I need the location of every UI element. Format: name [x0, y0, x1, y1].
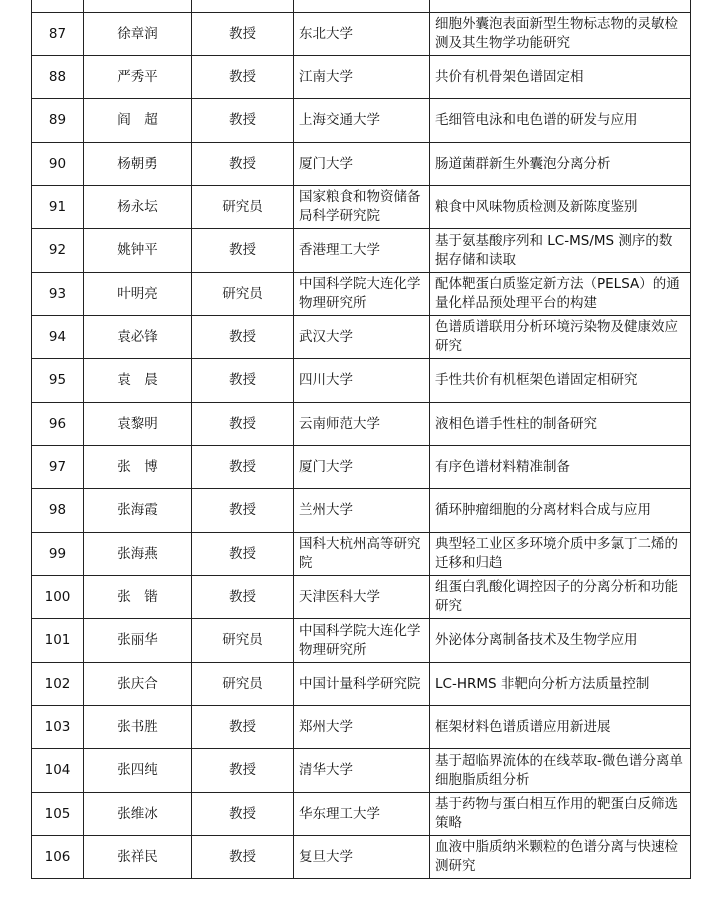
cell-name: 姚钟平	[84, 229, 192, 273]
cell-no: 100	[32, 576, 84, 619]
cell-name: 杨永坛	[84, 186, 192, 229]
cell-no: 101	[32, 619, 84, 663]
cell-title: 教授	[192, 446, 294, 489]
cell-name: 阎 超	[84, 99, 192, 143]
cell-institution: 云南师范大学	[294, 403, 430, 446]
cell-no: 96	[32, 403, 84, 446]
cell-name: 叶明亮	[84, 273, 192, 316]
cell-name: 张庆合	[84, 663, 192, 706]
table-row-partial	[32, 0, 691, 13]
cell-no: 87	[32, 13, 84, 56]
cell-title: 教授	[192, 836, 294, 879]
cell-topic: 细胞外囊泡表面新型生物标志物的灵敏检测及其生物学功能研究	[430, 13, 691, 56]
cell-name: 严秀平	[84, 56, 192, 99]
expert-table	[31, 0, 691, 879]
table-row	[32, 706, 691, 749]
cell-no: 95	[32, 359, 84, 403]
cell-no: 88	[32, 56, 84, 99]
cell-title: 教授	[192, 489, 294, 533]
cell-name: 张海霞	[84, 489, 192, 533]
cell-title: 教授	[192, 403, 294, 446]
cell-institution: 复旦大学	[294, 836, 430, 879]
cell-topic: 框架材料色谱质谱应用新进展	[430, 706, 691, 749]
cell-no: 99	[32, 533, 84, 576]
table-row	[32, 273, 691, 316]
cell-institution: 中国计量科学研究院	[294, 663, 430, 706]
cell-institution: 国科大杭州高等研究院	[294, 533, 430, 576]
cell-name: 张海燕	[84, 533, 192, 576]
cell-topic: 液相色谱手性柱的制备研究	[430, 403, 691, 446]
cell-institution: 华东理工大学	[294, 793, 430, 836]
table-row	[32, 99, 691, 143]
cell-topic: 粮食中风味物质检测及新陈度鉴别	[430, 186, 691, 229]
table-row	[32, 143, 691, 186]
cell-title: 研究员	[192, 273, 294, 316]
cell-topic: 循环肿瘤细胞的分离材料合成与应用	[430, 489, 691, 533]
cell-name: 袁 晨	[84, 359, 192, 403]
cell-no: 103	[32, 706, 84, 749]
cell-no: 93	[32, 273, 84, 316]
cell-institution: 天津医科大学	[294, 576, 430, 619]
expert-table-body	[32, 0, 691, 879]
table-row	[32, 619, 691, 663]
cell-title: 教授	[192, 706, 294, 749]
cell-name: 张维冰	[84, 793, 192, 836]
cell-institution: 中国科学院大连化学物理研究所	[294, 619, 430, 663]
table-row	[32, 663, 691, 706]
cell-no: 91	[32, 186, 84, 229]
table-row	[32, 749, 691, 793]
cell-title: 研究员	[192, 663, 294, 706]
table-row	[32, 446, 691, 489]
cell-title: 教授	[192, 229, 294, 273]
cell-no: 105	[32, 793, 84, 836]
cell-institution: 厦门大学	[294, 143, 430, 186]
cell-title: 教授	[192, 533, 294, 576]
cell-name: 张丽华	[84, 619, 192, 663]
cell-topic: LC-HRMS 非靶向分析方法质量控制	[430, 663, 691, 706]
cell-institution: 清华大学	[294, 749, 430, 793]
cell-no: 102	[32, 663, 84, 706]
cell-topic: 配体靶蛋白质鉴定新方法（PELSA）的通量化样品预处理平台的构建	[430, 273, 691, 316]
cell-institution: 国家粮食和物资储备局科学研究院	[294, 186, 430, 229]
cell-no: 89	[32, 99, 84, 143]
cell-topic: 基于氨基酸序列和 LC-MS/MS 测序的数据存储和读取	[430, 229, 691, 273]
table-row	[32, 576, 691, 619]
cell-topic: 基于超临界流体的在线萃取-微色谱分离单细胞脂质组分析	[430, 749, 691, 793]
cell-name: 张 锴	[84, 576, 192, 619]
cell-institution: 郑州大学	[294, 706, 430, 749]
table-row	[32, 836, 691, 879]
table-row	[32, 489, 691, 533]
cell-name: 袁必锋	[84, 316, 192, 359]
cell-no: 94	[32, 316, 84, 359]
cell-institution: 厦门大学	[294, 446, 430, 489]
cell-title: 教授	[192, 749, 294, 793]
cell-institution: 江南大学	[294, 56, 430, 99]
cell-title: 教授	[192, 56, 294, 99]
cell-name: 张四纯	[84, 749, 192, 793]
cell-institution: 上海交通大学	[294, 99, 430, 143]
cell-topic: 肠道菌群新生外囊泡分离分析	[430, 143, 691, 186]
cell-topic: 毛细管电泳和电色谱的研发与应用	[430, 99, 691, 143]
cell-title: 教授	[192, 99, 294, 143]
cell-no: 104	[32, 749, 84, 793]
cell-name: 杨朝勇	[84, 143, 192, 186]
table-row	[32, 403, 691, 446]
cell-title: 研究员	[192, 186, 294, 229]
cell-title: 教授	[192, 143, 294, 186]
cell-title: 教授	[192, 13, 294, 56]
cell-institution: 武汉大学	[294, 316, 430, 359]
cell-title: 教授	[192, 576, 294, 619]
cell-no: 106	[32, 836, 84, 879]
cell-name: 张书胜	[84, 706, 192, 749]
cell-topic: 外泌体分离制备技术及生物学应用	[430, 619, 691, 663]
cell-no: 92	[32, 229, 84, 273]
cell-title: 研究员	[192, 619, 294, 663]
cell-no: 97	[32, 446, 84, 489]
table-row	[32, 316, 691, 359]
table-row	[32, 56, 691, 99]
cell-institution: 四川大学	[294, 359, 430, 403]
cell-title: 教授	[192, 316, 294, 359]
cell-topic: 基于药物与蛋白相互作用的靶蛋白反筛选策略	[430, 793, 691, 836]
cell-name: 张祥民	[84, 836, 192, 879]
cell-name: 徐章润	[84, 13, 192, 56]
cell-no: 98	[32, 489, 84, 533]
cell-topic: 组蛋白乳酸化调控因子的分离分析和功能研究	[430, 576, 691, 619]
table-row	[32, 793, 691, 836]
cell-institution: 东北大学	[294, 13, 430, 56]
cell-institution: 中国科学院大连化学物理研究所	[294, 273, 430, 316]
cell-topic: 典型轻工业区多环境介质中多氯丁二烯的迁移和归趋	[430, 533, 691, 576]
cell-topic: 共价有机骨架色谱固定相	[430, 56, 691, 99]
table-row	[32, 359, 691, 403]
cell-topic: 色谱质谱联用分析环境污染物及健康效应研究	[430, 316, 691, 359]
cell-name: 袁黎明	[84, 403, 192, 446]
table-row	[32, 533, 691, 576]
cell-no: 90	[32, 143, 84, 186]
cell-topic: 血液中脂质纳米颗粒的色谱分离与快速检测研究	[430, 836, 691, 879]
cell-topic: 有序色谱材料精准制备	[430, 446, 691, 489]
table-row	[32, 229, 691, 273]
cell-name: 张 博	[84, 446, 192, 489]
table-row	[32, 13, 691, 56]
cell-institution: 香港理工大学	[294, 229, 430, 273]
cell-institution: 兰州大学	[294, 489, 430, 533]
cell-title: 教授	[192, 359, 294, 403]
cell-title: 教授	[192, 793, 294, 836]
table-row	[32, 186, 691, 229]
cell-topic: 手性共价有机框架色谱固定相研究	[430, 359, 691, 403]
